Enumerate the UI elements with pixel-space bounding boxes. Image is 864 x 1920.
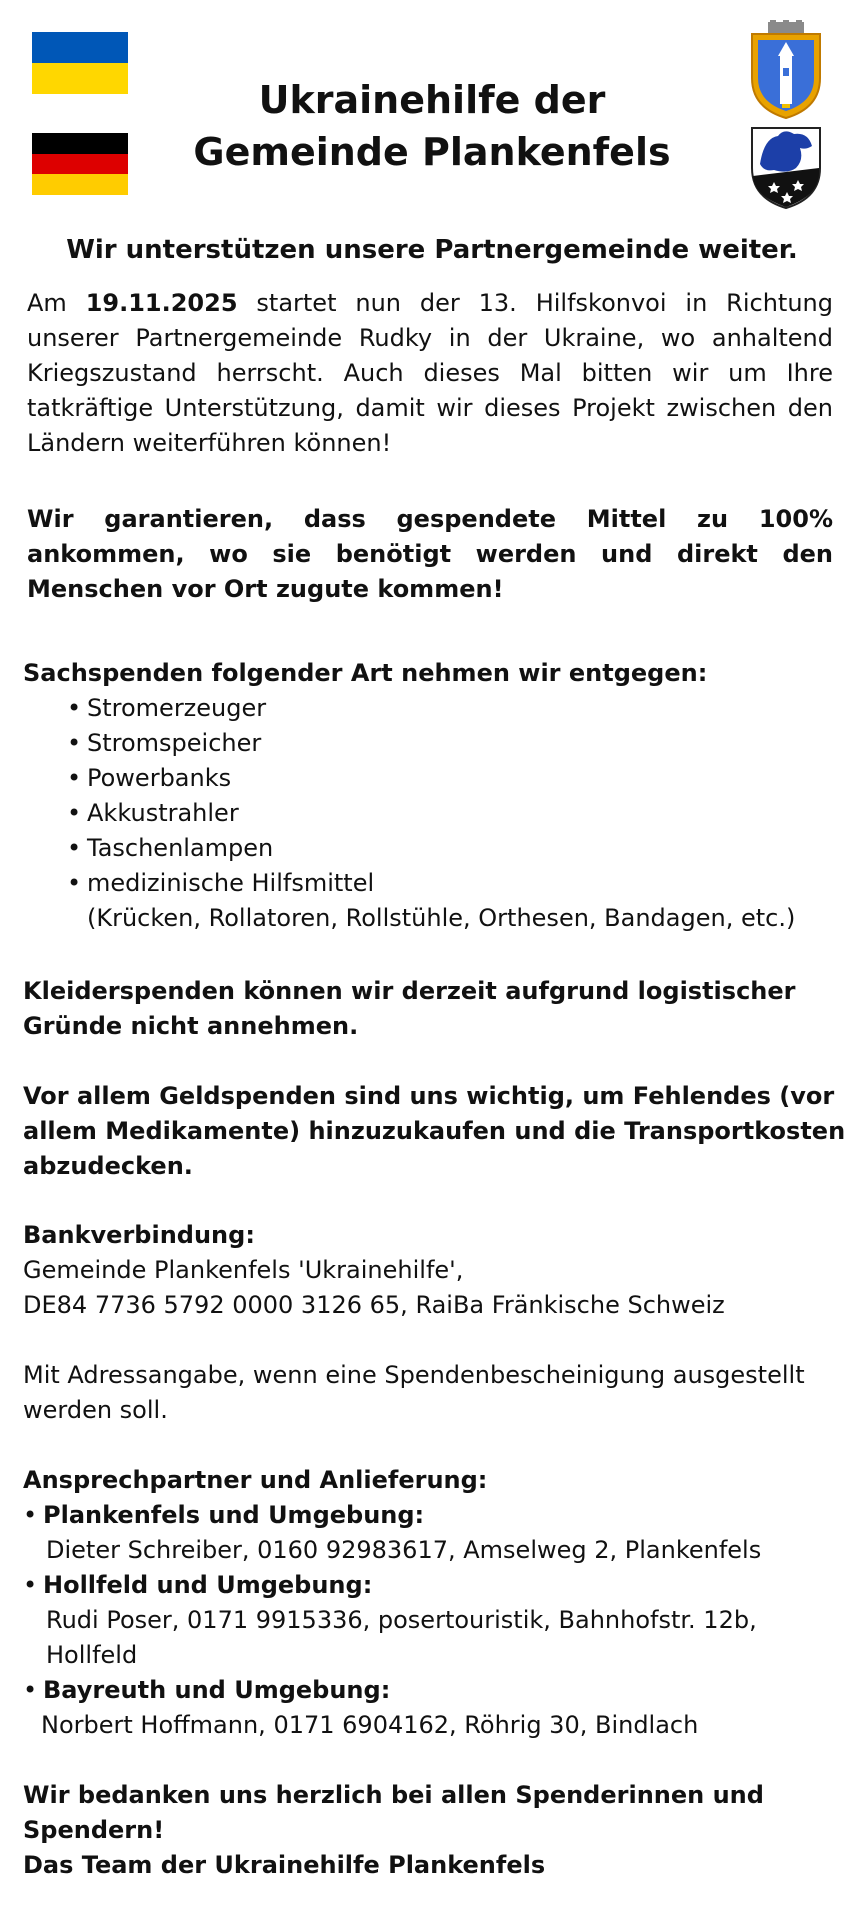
list-item: • Stromspeicher	[67, 729, 262, 757]
money-donations-paragraph	[23, 1079, 853, 1184]
receipt-note-line-1: Mit Adressangabe, wenn eine Spendenbescheinigung ausgestellt	[23, 1361, 805, 1389]
contact-line: Dieter Schreiber, 0160 92983617, Amselweg 2, Plankenfels	[46, 1536, 762, 1564]
clothing-notice	[23, 974, 853, 1044]
rudky-coat-of-arms	[748, 20, 824, 120]
region-item: • Hollfeld und Umgebung:	[23, 1571, 373, 1599]
contacts-heading: Ansprechpartner und Anlieferung:	[23, 1466, 488, 1494]
medical-aids-note: (Krücken, Rollatoren, Rollstühle, Orthesen, Bandagen, etc.)	[87, 904, 796, 932]
bank-heading: Bankverbindung:	[23, 1221, 255, 1249]
contact-line: Norbert Hoffmann, 0171 6904162, Röhrig 30, Bindlach	[41, 1711, 699, 1739]
iban: DE84 7736 5792 0000 3126 65, RaiBa Fränkische Schweiz	[23, 1291, 725, 1319]
title-line-1: Ukrainehilfe der	[258, 78, 606, 122]
intro-text-start: Am	[27, 289, 86, 317]
list-item: • Powerbanks	[67, 764, 232, 792]
donations-heading: Sachspenden folgender Art nehmen wir entgegen:	[23, 659, 708, 687]
money-line-3: abzudecken.	[23, 1152, 193, 1180]
donations-in-kind-section	[23, 656, 853, 936]
ukraine-flag	[32, 32, 128, 94]
donation-items-list	[23, 691, 853, 901]
region-item: • Plankenfels und Umgebung:	[23, 1501, 425, 1529]
receipt-note	[23, 1358, 853, 1428]
receipt-note-line-2: werden soll.	[23, 1396, 168, 1424]
contact-line: Hollfeld	[46, 1641, 138, 1669]
clothing-notice-line-2: Gründe nicht annehmen.	[23, 1012, 359, 1040]
intro-paragraph	[27, 286, 833, 461]
title-line-2: Gemeinde Plankenfels	[193, 130, 671, 174]
list-item: • Akkustrahler	[67, 799, 239, 827]
intro-text-rest: startet nun der 13. Hilfskonvoi in Richtung unserer Partnergemeinde Rudky in der Ukraine, wo anhaltend Kriegszustand herrscht. Auch dieses Mal bitten wir um Ihre tatkräftige Unterstützung, damit wir dieses Projekt zwischen den Ländern weiterführen können!	[27, 289, 833, 457]
contact-line: Rudi Poser, 0171 9915336, posertouristik, Bahnhofstr. 12b,	[46, 1606, 757, 1634]
bank-details	[23, 1218, 853, 1323]
money-line-1: Vor allem Geldspenden sind uns wichtig, um Fehlendes (vor	[23, 1082, 835, 1110]
subtitle: Wir unterstützen unsere Partnergemeinde weiter.	[66, 235, 798, 265]
germany-flag	[32, 133, 128, 195]
account-holder: Gemeinde Plankenfels 'Ukrainehilfe',	[23, 1256, 464, 1284]
contacts-section	[23, 1463, 853, 1743]
list-item: • Taschenlampen	[67, 834, 274, 862]
signature-team: Das Team der Ukrainehilfe Plankenfels	[23, 1851, 546, 1879]
region-item: • Bayreuth und Umgebung:	[23, 1676, 391, 1704]
clothing-notice-line-1: Kleiderspenden können wir derzeit aufgrund logistischer	[23, 977, 796, 1005]
list-item: • Stromerzeuger	[67, 694, 267, 722]
list-item: • medizinische Hilfsmittel	[67, 869, 375, 897]
guarantee-paragraph: Wir garantieren, dass gespendete Mittel zu 100% ankommen, wo sie benötigt werden und direkt den Menschen vor Ort zugute kommen!	[27, 505, 833, 603]
convoy-date: 19.11.2025	[85, 289, 238, 317]
page-title	[140, 74, 724, 178]
money-line-2: allem Medikamente) hinzuzukaufen und die Transportkosten	[23, 1117, 846, 1145]
plankenfels-coat-of-arms	[748, 124, 824, 210]
thank-you-line: Wir bedanken uns herzlich bei allen Spenderinnen und Spendern!	[23, 1781, 764, 1844]
